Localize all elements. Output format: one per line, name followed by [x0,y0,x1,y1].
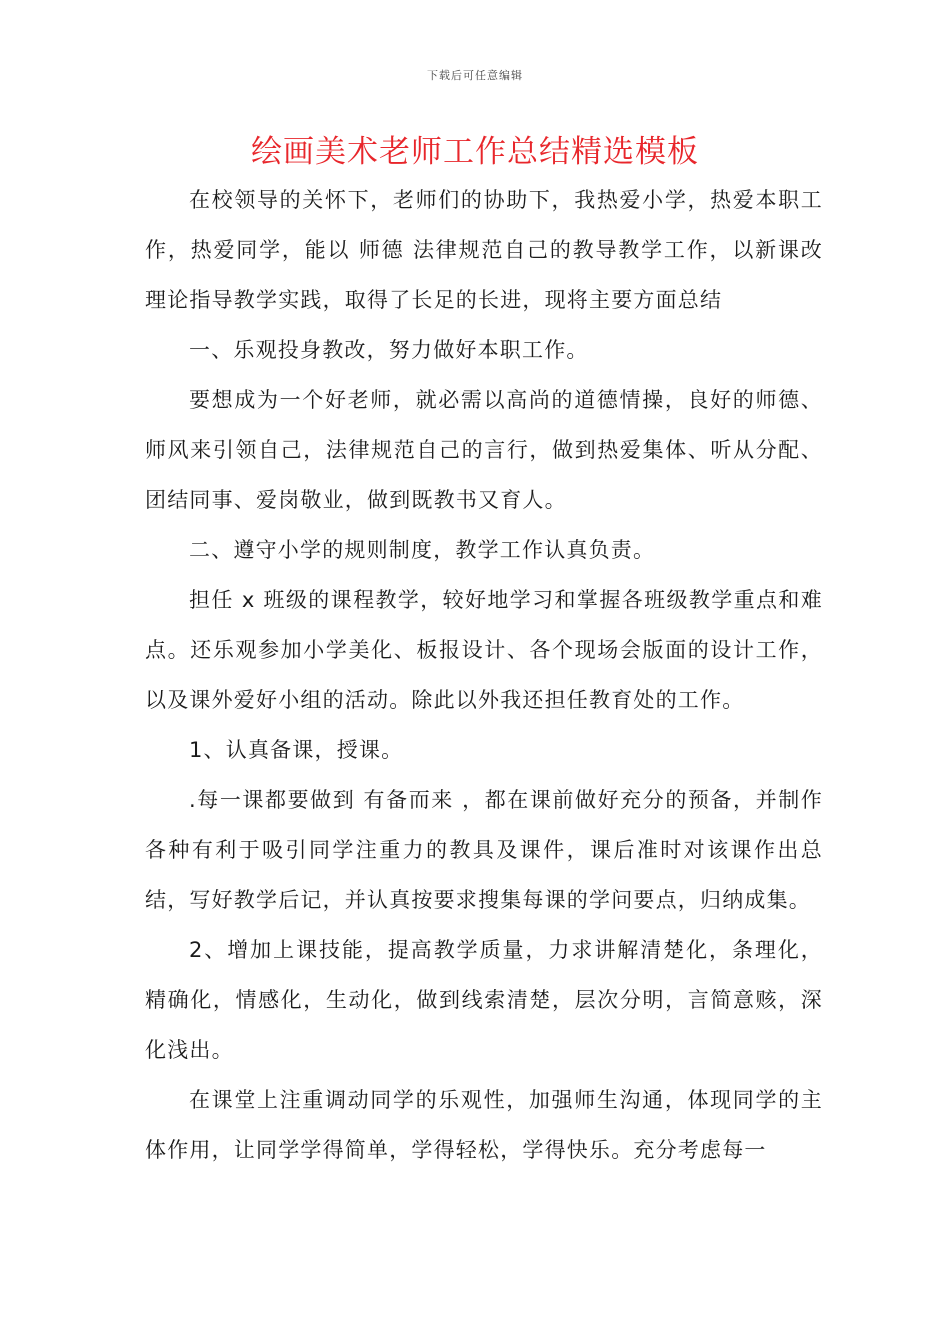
section-heading: 二、遵守小学的规则制度，教学工作认真负责。 [189,538,656,562]
paragraph: 在课堂上注重调动同学的乐观性，加强师生沟通，体现同学的主体作用，让同学学得简单，学得轻松，学得快乐。充分考虑每一 [145,1088,823,1162]
subsection-heading: 1、认真备课，授课。 [189,738,404,762]
header-note: 下载后可任意编辑 [427,69,523,82]
document-title: 绘画美术老师工作总结精选模板 [251,134,699,170]
paragraph: .每一课都要做到 有备而来 ，都在课前做好充分的预备，并制作各种有利于吸引同学注重力的教具及课件，课后准时对该课作出总结，写好教学后记，并认真按要求搜集每课的学问要点，归纳成集。 [145,788,823,912]
section-heading: 一、乐观投身教改，努力做好本职工作。 [189,338,589,362]
paragraph: 在校领导的关怀下，老师们的协助下，我热爱小学，热爱本职工作，热爱同学，能以 师德 法律规范自己的教导教学工作，以新课改理论指导教学实践，取得了长足的长进，现将主要方面总结 [145,188,823,312]
paragraph: 担任 x 班级的课程教学，较好地学习和掌握各班级教学重点和难点。还乐观参加小学美化、板报设计、各个现场会版面的设计工作，以及课外爱好小组的活动。除此以外我还担任教育处的工作。 [145,588,823,712]
paragraph: 要想成为一个好老师，就必需以高尚的道德情操，良好的师德、师风来引领自己，法律规范自己的言行，做到热爱集体、听从分配、团结同事、爱岗敬业，做到既教书又育人。 [145,388,823,512]
paragraph: 2、增加上课技能，提高教学质量，力求讲解清楚化，条理化，精确化，情感化，生动化，做到线索清楚，层次分明，言简意赅，深化浅出。 [145,938,823,1062]
document-body [145,175,823,1175]
